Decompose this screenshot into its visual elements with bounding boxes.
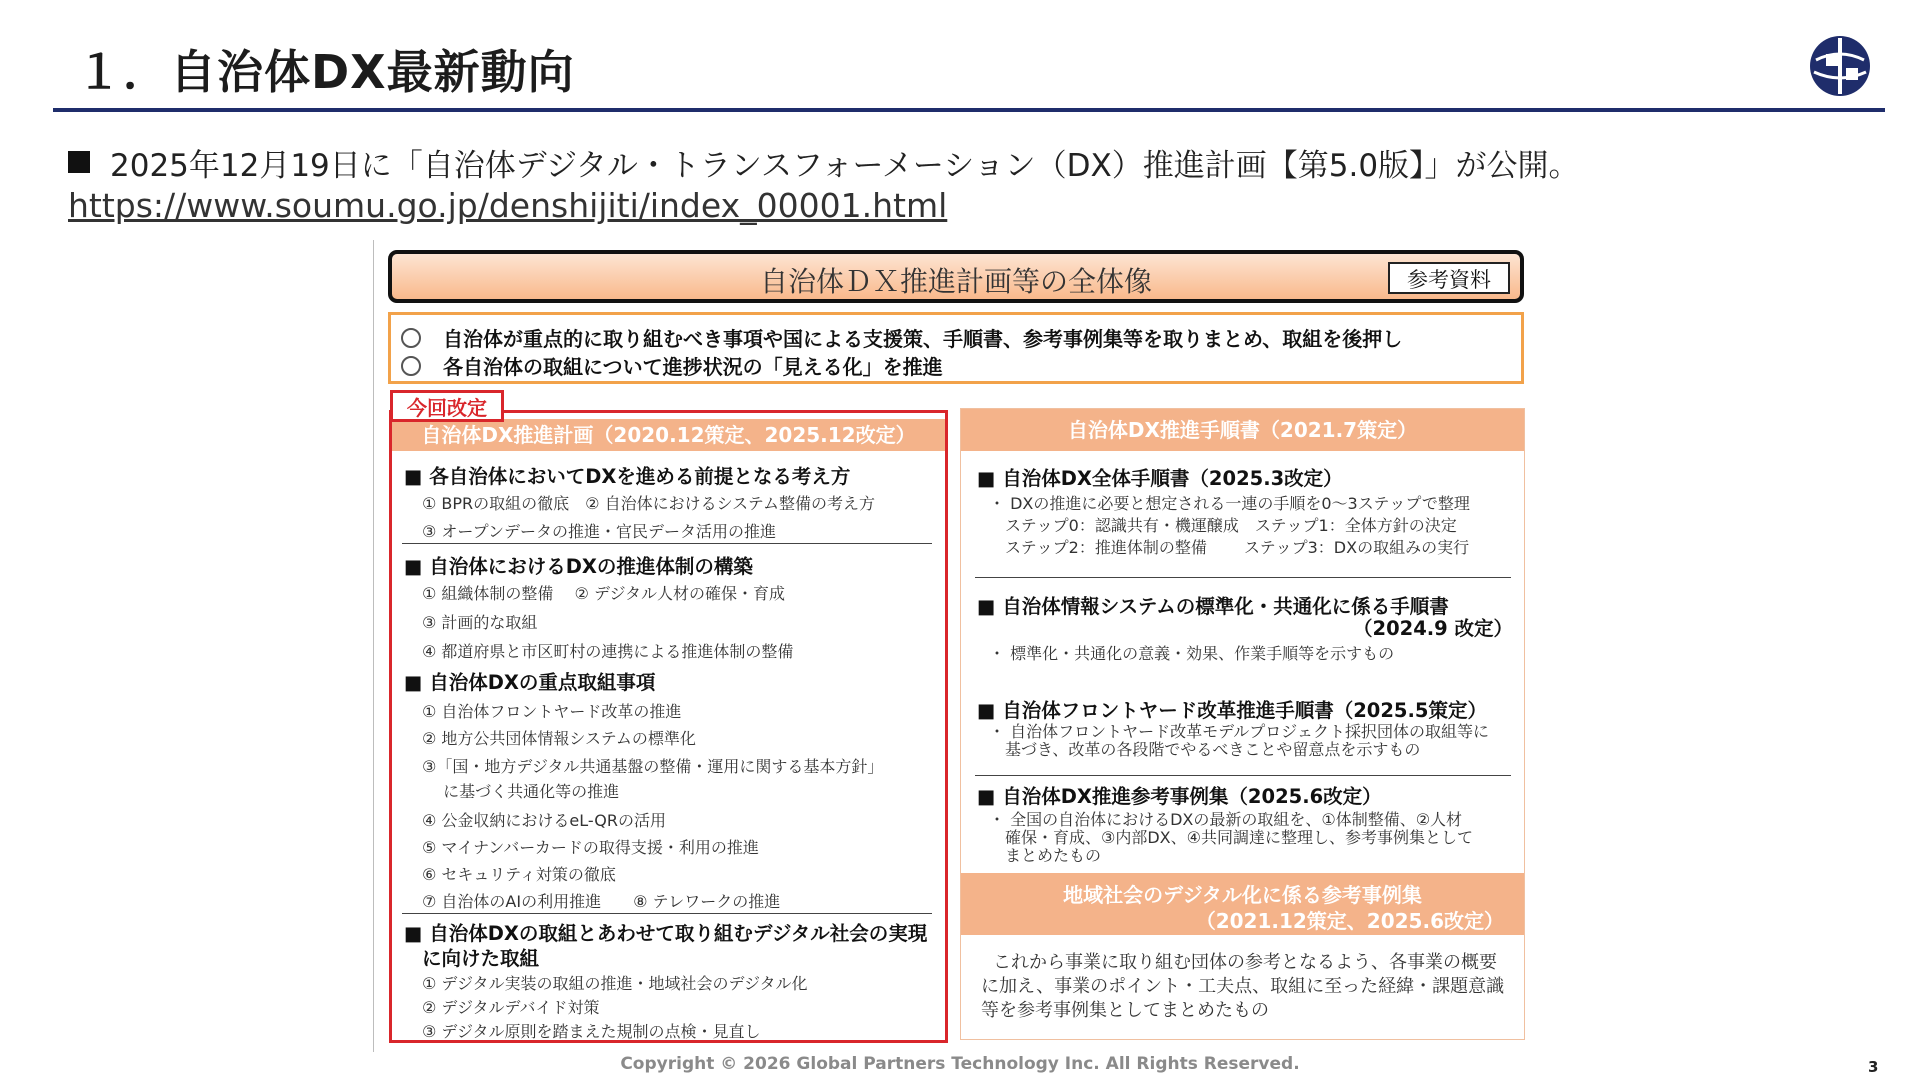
community-line: に加え、事業のポイント・工夫点、取組に至った経緯・課題意識 <box>981 976 1505 997</box>
block-title: ■ 自治体DX全体手順書（2025.3改定） <box>977 467 1343 490</box>
list-item: ① デジタル実装の取組の推進・地域社会のデジタル化 <box>422 974 808 993</box>
list-item: ① 自治体フロントヤード改革の推進 <box>422 702 682 721</box>
section-title: ■ 各自治体においてDXを進める前提となる考え方 <box>404 465 851 488</box>
block-line: 基づき、改革の各段階でやるべきことや留意点を示すもの <box>989 740 1421 759</box>
list-item: ⑤ マイナンバーカードの取得支援・利用の推進 <box>422 838 759 857</box>
list-item: ④ 都道府県と市区町村の連携による推進体制の整備 <box>422 642 794 661</box>
revision-badge: 今回改定 <box>390 390 504 422</box>
divider <box>402 543 932 544</box>
block-title-cont: （2024.9 改定） <box>1353 617 1514 640</box>
source-link[interactable]: https://www.soumu.go.jp/denshijiti/index_00001.html <box>68 186 948 225</box>
divider <box>402 913 932 914</box>
divider <box>975 775 1511 776</box>
list-item: ③「国・地方デジタル共通基盤の整備・運用に関する基本方針」 <box>422 757 884 776</box>
list-item: ⑥ セキュリティ対策の徹底 <box>422 865 616 884</box>
community-line: 等を参考事例集としてまとめたもの <box>981 1000 1269 1021</box>
globe-logo-icon <box>1808 34 1872 98</box>
block-title: ■ 自治体情報システムの標準化・共通化に係る手順書 <box>977 595 1449 618</box>
community-heading: 地域社会のデジタル化に係る参考事例集 （2021.12策定、2025.6改定） <box>961 873 1524 935</box>
block-line: ・ DXの推進に必要と想定される一連の手順を0～3ステップで整理 <box>989 494 1470 513</box>
section-title-cont: に向けた取組 <box>422 947 540 970</box>
list-item: ② 地方公共団体情報システムの標準化 <box>422 729 696 748</box>
block-line: まとめたもの <box>989 846 1102 865</box>
reference-label: 参考資料 <box>1388 262 1510 294</box>
block-line: ・ 自治体フロントヤード改革モデルプロジェクト採択団体の取組等に <box>989 722 1489 741</box>
block-title: ■ 自治体フロントヤード改革推進手順書（2025.5策定） <box>977 699 1487 722</box>
intro-text: 2025年12月19日に「自治体デジタル・トランスフォーメーション（DX）推進計画【第5.0版】」が公開。 <box>110 148 1580 184</box>
list-item: ② デジタルデバイド対策 <box>422 998 600 1017</box>
intro-bullet <box>68 140 1580 185</box>
list-item: ① 組織体制の整備 ② デジタル人材の確保・育成 <box>422 584 785 603</box>
block-line: ステップ2：推進体制の整備 ステップ3：DXの取組みの実行 <box>989 538 1470 557</box>
section-title: ■ 自治体におけるDXの推進体制の構築 <box>404 555 753 578</box>
list-item: ① BPRの取組の徹底 ② 自治体におけるシステム整備の考え方 <box>422 494 876 513</box>
copyright: Copyright © 2026 Global Partners Technology Inc. All Rights Reserved. <box>620 1054 1300 1074</box>
circle-bullet-icon <box>401 356 421 376</box>
block-line: ・ 全国の自治体におけるDXの最新の取組を、①体制整備、②人材 <box>989 810 1463 829</box>
list-item: ③ 計画的な取組 <box>422 613 538 632</box>
header-divider <box>53 108 1885 112</box>
banner-title: 自治体ＤＸ推進計画等の全体像 <box>759 265 1152 298</box>
block-line: ・ 標準化・共通化の意義・効果、作業手順等を示すもの <box>989 644 1395 663</box>
list-item: ③ オープンデータの推進・官民データ活用の推進 <box>422 522 776 541</box>
section-title: ■ 自治体DXの取組とあわせて取り組むデジタル社会の実現 <box>404 922 928 945</box>
page-number: 3 <box>1868 1058 1879 1076</box>
summary-line: 自治体が重点的に取り組むべき事項や国による支援策、手順書、参考事例集等を取りまとめ、取組を後押し <box>401 323 1402 352</box>
summary-box <box>388 312 1524 384</box>
list-item: ③ デジタル原則を踏まえた規制の点検・見直し <box>422 1022 761 1041</box>
summary-line: 各自治体の取組について進捗状況の「見える化」を推進 <box>401 351 943 380</box>
figure-edge <box>373 240 374 1052</box>
list-item: ④ 公金収納におけるeL-QRの活用 <box>422 811 666 830</box>
section-title: ■ 自治体DXの重点取組事項 <box>404 671 656 694</box>
block-line: 確保・育成、③内部DX、④共同調達に整理し、参考事例集として <box>989 828 1473 847</box>
list-item: に基づく共通化等の推進 <box>422 782 620 801</box>
block-line: ステップ0：認識共有・機運醸成 ステップ1：全体方針の決定 <box>989 516 1457 535</box>
list-item: ⑦ 自治体のAIの利用推進 ⑧ テレワークの推進 <box>422 892 781 911</box>
figure-banner <box>388 250 1524 303</box>
dx-plan-heading: 自治体DX推進計画（2020.12策定、2025.12改定） <box>392 419 945 451</box>
community-line: これから事業に取り組む団体の参考となるよう、各事業の概要 <box>993 952 1497 973</box>
page-title: １．自治体DX最新動向 <box>76 45 575 99</box>
block-title: ■ 自治体DX推進参考事例集（2025.6改定） <box>977 785 1382 808</box>
divider <box>975 577 1511 578</box>
square-bullet-icon <box>68 151 90 173</box>
dx-plan-panel <box>389 410 948 1043</box>
procedure-heading: 自治体DX推進手順書（2021.7策定） <box>961 409 1524 451</box>
circle-bullet-icon <box>401 328 421 348</box>
procedure-panel <box>960 408 1525 1040</box>
